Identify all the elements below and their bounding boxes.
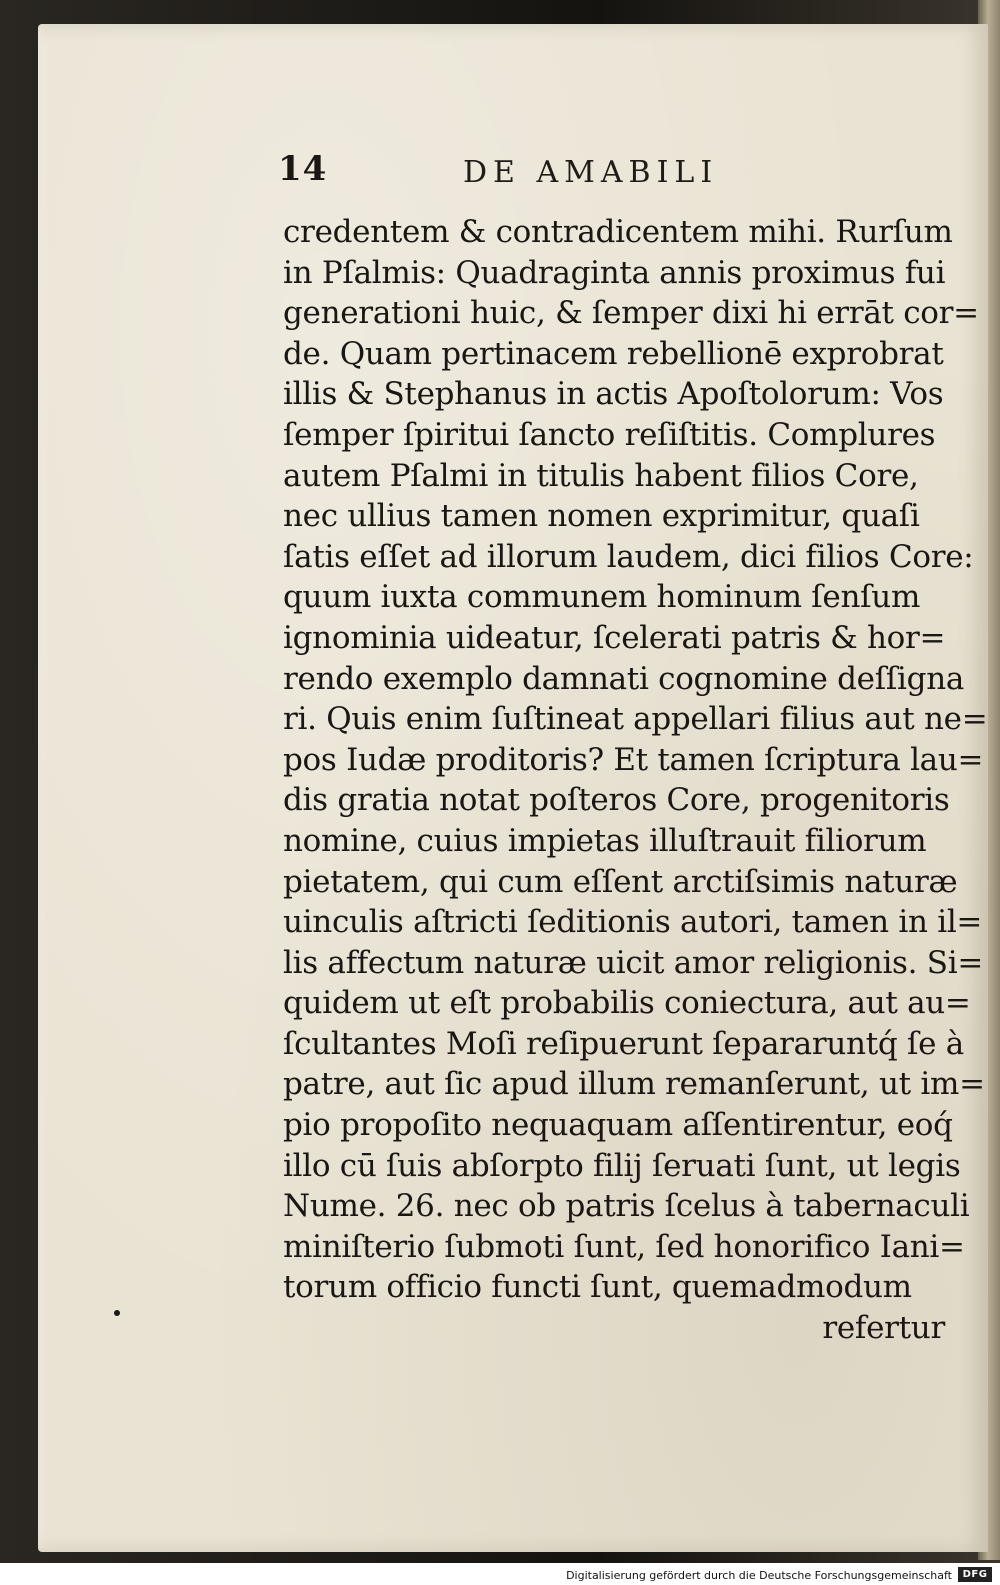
text-line: credentem & contradicentem mihi. Rurſum (283, 214, 953, 250)
book-page (38, 24, 988, 1552)
catchword: refertur (822, 1310, 945, 1347)
text-line: torum officio functi ſunt, quemadmodum (283, 1269, 912, 1306)
text-line: illis & Stephanus in actis Apoſtolorum: Vos (283, 376, 944, 413)
text-line: dis gratia notat poſteros Core, progenitoris (283, 782, 950, 819)
text-line: ſemper ſpiritui ſancto reſiſtitis. Complures (283, 416, 936, 453)
body-text (283, 212, 988, 1349)
text-line: ignominia uideatur, ſcelerati patris & hor= (283, 619, 946, 656)
text-line: pos Iudæ proditoris? Et tamen ſcriptura lau= (283, 741, 984, 778)
text-line: ſcultantes Moſi reſipuerunt ſepararuntq́ ſe à (283, 1025, 964, 1062)
text-line: ri. Quis enim ſuſtineat appellari filius aut ne= (283, 701, 988, 738)
text-line: pietatem, qui cum eſſent arctiſsimis naturæ (283, 863, 958, 900)
funding-credit: Digitalisierung gefördert durch die Deutsche Forschungsgemeinschaft (566, 1569, 952, 1582)
text-line: illo cū ſuis abſorpto filij ſeruati ſunt, ut legis (283, 1147, 961, 1184)
text-line: lis affectum naturæ uicit amor religionis. Si= (283, 944, 984, 981)
text-line: nec ullius tamen nomen exprimitur, quaſi (283, 498, 920, 535)
text-line: rendo exemplo damnati cognomine deſſigna (283, 660, 965, 697)
page-number: 14 (278, 149, 328, 189)
text-line: autem Pſalmi in titulis habent filios Core, (283, 457, 919, 494)
footer-bar (0, 1563, 1000, 1585)
text-line: miniſterio ſubmoti ſunt, ſed honorifico Iani= (283, 1228, 965, 1265)
text-line: in Pſalmis: Quadraginta annis proximus fui (283, 254, 946, 291)
text-line: nomine, cuius impietas illuſtrauit filiorum (283, 822, 927, 859)
text-line: generationi huic, & ſemper dixi hi errāt cor= (283, 295, 979, 332)
text-line: quidem ut eſt probabilis coniectura, aut au= (283, 985, 971, 1022)
text-line: de. Quam pertinacem rebellionē exprobrat (283, 335, 944, 372)
text-line: uinculis aſtricti ſeditionis autori, tamen in il= (283, 904, 983, 941)
running-title: DE AMABILI (463, 155, 719, 190)
ink-speck (114, 1310, 120, 1316)
text-line: pio propoſito nequaquam aſſentirentur, eoq́ (283, 1107, 953, 1144)
running-head (278, 149, 898, 199)
text-line: ſatis eſſet ad illorum laudem, dici filios Core: (283, 538, 974, 575)
text-line: Nume. 26. nec ob patris ſcelus à tabernaculi (283, 1188, 970, 1225)
dfg-logo: DFG (958, 1567, 992, 1582)
text-line: patre, aut ſic apud illum remanſerunt, ut im= (283, 1066, 985, 1103)
text-line: quum iuxta communem hominum ſenſum (283, 579, 921, 616)
